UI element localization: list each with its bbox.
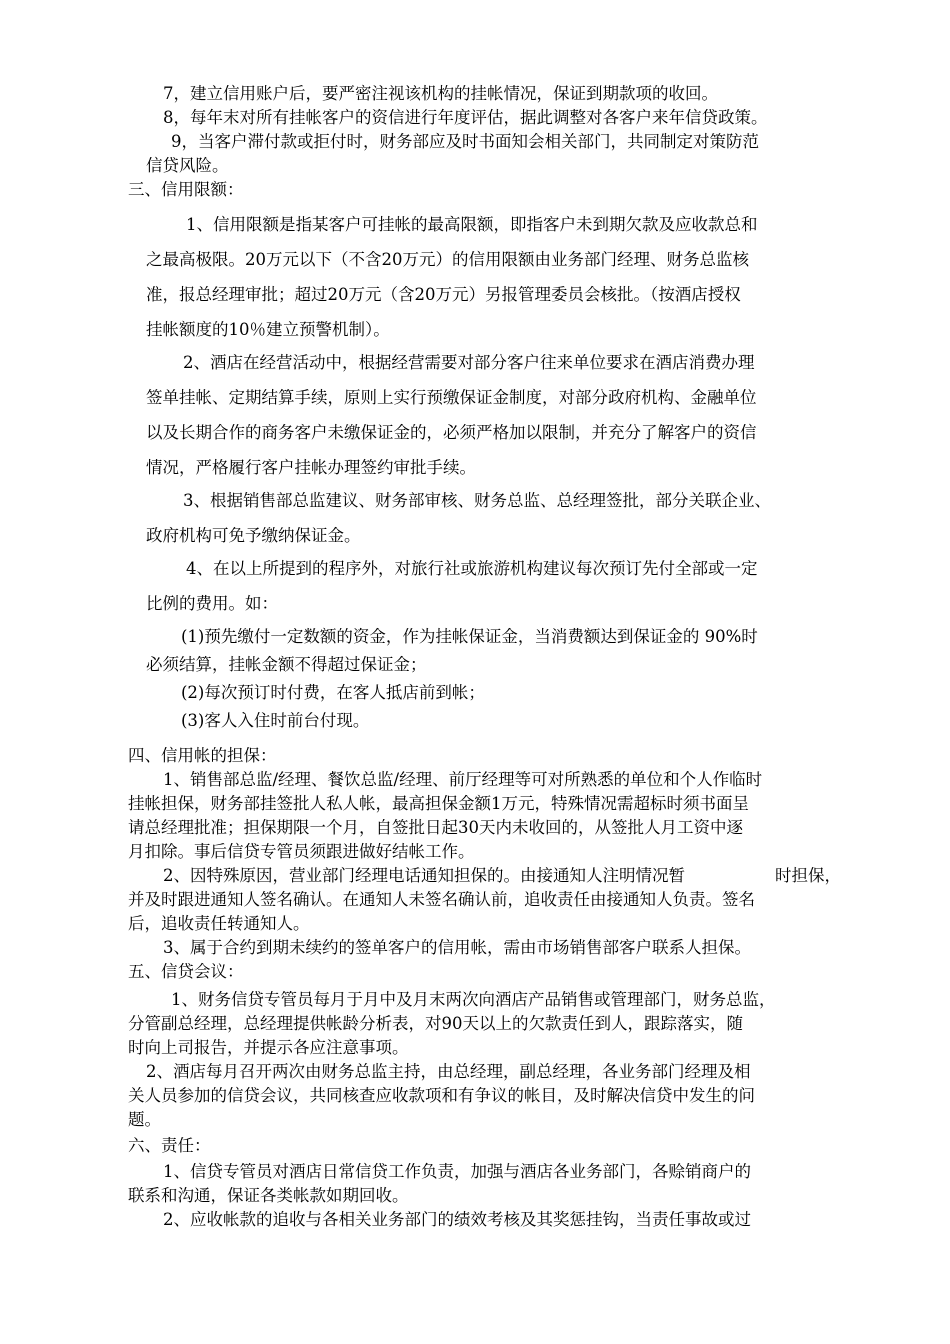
s4-p2-line-1 — [163, 866, 883, 886]
s6-p2-line-1: 2、应收帐款的追收与各相关业务部门的绩效考核及其奖惩挂钩，当责任事故或过 — [163, 1210, 751, 1229]
item-7: 7，建立信用账户后，要严密注视该机构的挂帐情况，保证到期款项的收回。 — [163, 84, 718, 103]
item-9-line-2: 信贷风险。 — [146, 156, 229, 175]
s5-p2-line-3: 题。 — [128, 1110, 161, 1129]
section-3-heading: 三、信用限额： — [128, 180, 244, 199]
s3-p3-line-2: 政府机构可免予缴纳保证金。 — [146, 526, 361, 545]
s4-p1-line-3: 请总经理批准；担保期限一个月，自签批日起30天内未收回的，从签批人月工资中逐 — [128, 818, 743, 837]
section-5-heading: 五、信贷会议： — [128, 962, 244, 981]
s3-sub-3: (3)客人入住时前台付现。 — [181, 711, 370, 730]
s4-p1-line-1: 1、销售部总监/经理、餐饮总监/经理、前厅经理等可对所熟悉的单位和个人作临时 — [163, 770, 763, 789]
s5-p2-line-2: 关人员参加的信贷会议，共同核查应收款项和有争议的帐目，及时解决信贷中发生的问 — [128, 1086, 755, 1105]
s3-p1-line-4: 挂帐额度的10％建立预警机制）。 — [146, 320, 390, 339]
s4-p2-line-3: 后，追收责任转通知人。 — [128, 914, 310, 933]
section-4-heading: 四、信用帐的担保： — [128, 746, 277, 765]
item-9-line-1: 9，当客户滞付款或拒付时，财务部应及时书面知会相关部门，共同制定对策防范 — [171, 132, 759, 151]
s5-p1-line-1: 1、财务信贷专管员每月于月中及月末两次向酒店产品销售或管理部门，财务总监， — [171, 990, 776, 1009]
s3-p2-line-3: 以及长期合作的商务客户未缴保证金的，必须严格加以限制，并充分了解客户的资信 — [146, 423, 757, 442]
s3-p3-line-1: 3、根据销售部总监建议、财务部审核、财务总监、总经理签批，部分关联企业、 — [183, 491, 771, 510]
s4-p1-line-4: 月扣除。事后信贷专管员须跟进做好结帐工作。 — [128, 842, 475, 861]
s5-p2-line-1: 2、酒店每月召开两次由财务总监主持，由总经理，副总经理，各业务部门经理及相 — [146, 1062, 751, 1081]
item-8: 8，每年末对所有挂帐客户的资信进行年度评估，据此调整对各客户来年信贷政策。 — [163, 108, 768, 127]
s3-p2-line-4: 情况，严格履行客户挂帐办理签约审批手续。 — [146, 458, 476, 477]
s4-p3: 3、属于合约到期未续约的签单客户的信用帐，需由市场销售部客户联系人担保。 — [163, 938, 751, 957]
section-6-heading: 六、责任： — [128, 1136, 211, 1155]
s4-p1-line-2: 挂帐担保，财务部挂签批人私人帐，最高担保金额1万元，特殊情况需超标时须书面呈 — [128, 794, 749, 813]
s3-p4-line-2: 比例的费用。如： — [146, 594, 278, 613]
s4-p2-line-1-b: 时担保， — [775, 866, 841, 885]
s3-p1-line-2: 之最高极限。20万元以下（不含20万元）的信用限额由业务部门经理、财务总监核 — [146, 250, 749, 269]
s6-p1-line-2: 联系和沟通，保证各类帐款如期回收。 — [128, 1186, 409, 1205]
s3-p1-line-1: 1、信用限额是指某客户可挂帐的最高限额，即指客户未到期欠款及应收款总和 — [186, 215, 758, 234]
s5-p1-line-2: 分管副总经理，总经理提供帐龄分析表，对90天以上的欠款责任到人，跟踪落实，随 — [128, 1014, 743, 1033]
s3-p2-line-1: 2、酒店在经营活动中，根据经营需要对部分客户往来单位要求在酒店消费办理 — [183, 353, 755, 372]
s3-sub-1-line-1: (1)预先缴付一定数额的资金，作为挂帐保证金，当消费额达到保证金的 90%时 — [181, 627, 758, 646]
s3-p2-line-2: 签单挂帐、定期结算手续，原则上实行预缴保证金制度，对部分政府机构、金融单位 — [146, 388, 757, 407]
s4-p2-line-1-a: 2、因特殊原因，营业部门经理电话通知担保的。由接通知人注明情况暂 — [163, 866, 685, 885]
s5-p1-line-3: 时向上司报告，并提示各应注意事项。 — [128, 1038, 409, 1057]
s3-p4-line-1: 4、在以上所提到的程序外，对旅行社或旅游机构建议每次预订先付全部或一定 — [186, 559, 758, 578]
s3-p1-line-3: 准，报总经理审批；超过20万元（含20万元）另报管理委员会核批。（按酒店授权 — [146, 285, 741, 304]
s3-sub-2: (2)每次预订时付费，在客人抵店前到帐； — [181, 683, 485, 702]
s6-p1-line-1: 1、信贷专管员对酒店日常信贷工作负责，加强与酒店各业务部门，各赊销商户的 — [163, 1162, 751, 1181]
s3-sub-1-line-2: 必须结算，挂帐金额不得超过保证金； — [146, 655, 427, 674]
s4-p2-line-2: 并及时跟进通知人签名确认。在通知人未签名确认前，追收责任由接通知人负责。签名 — [128, 890, 755, 909]
